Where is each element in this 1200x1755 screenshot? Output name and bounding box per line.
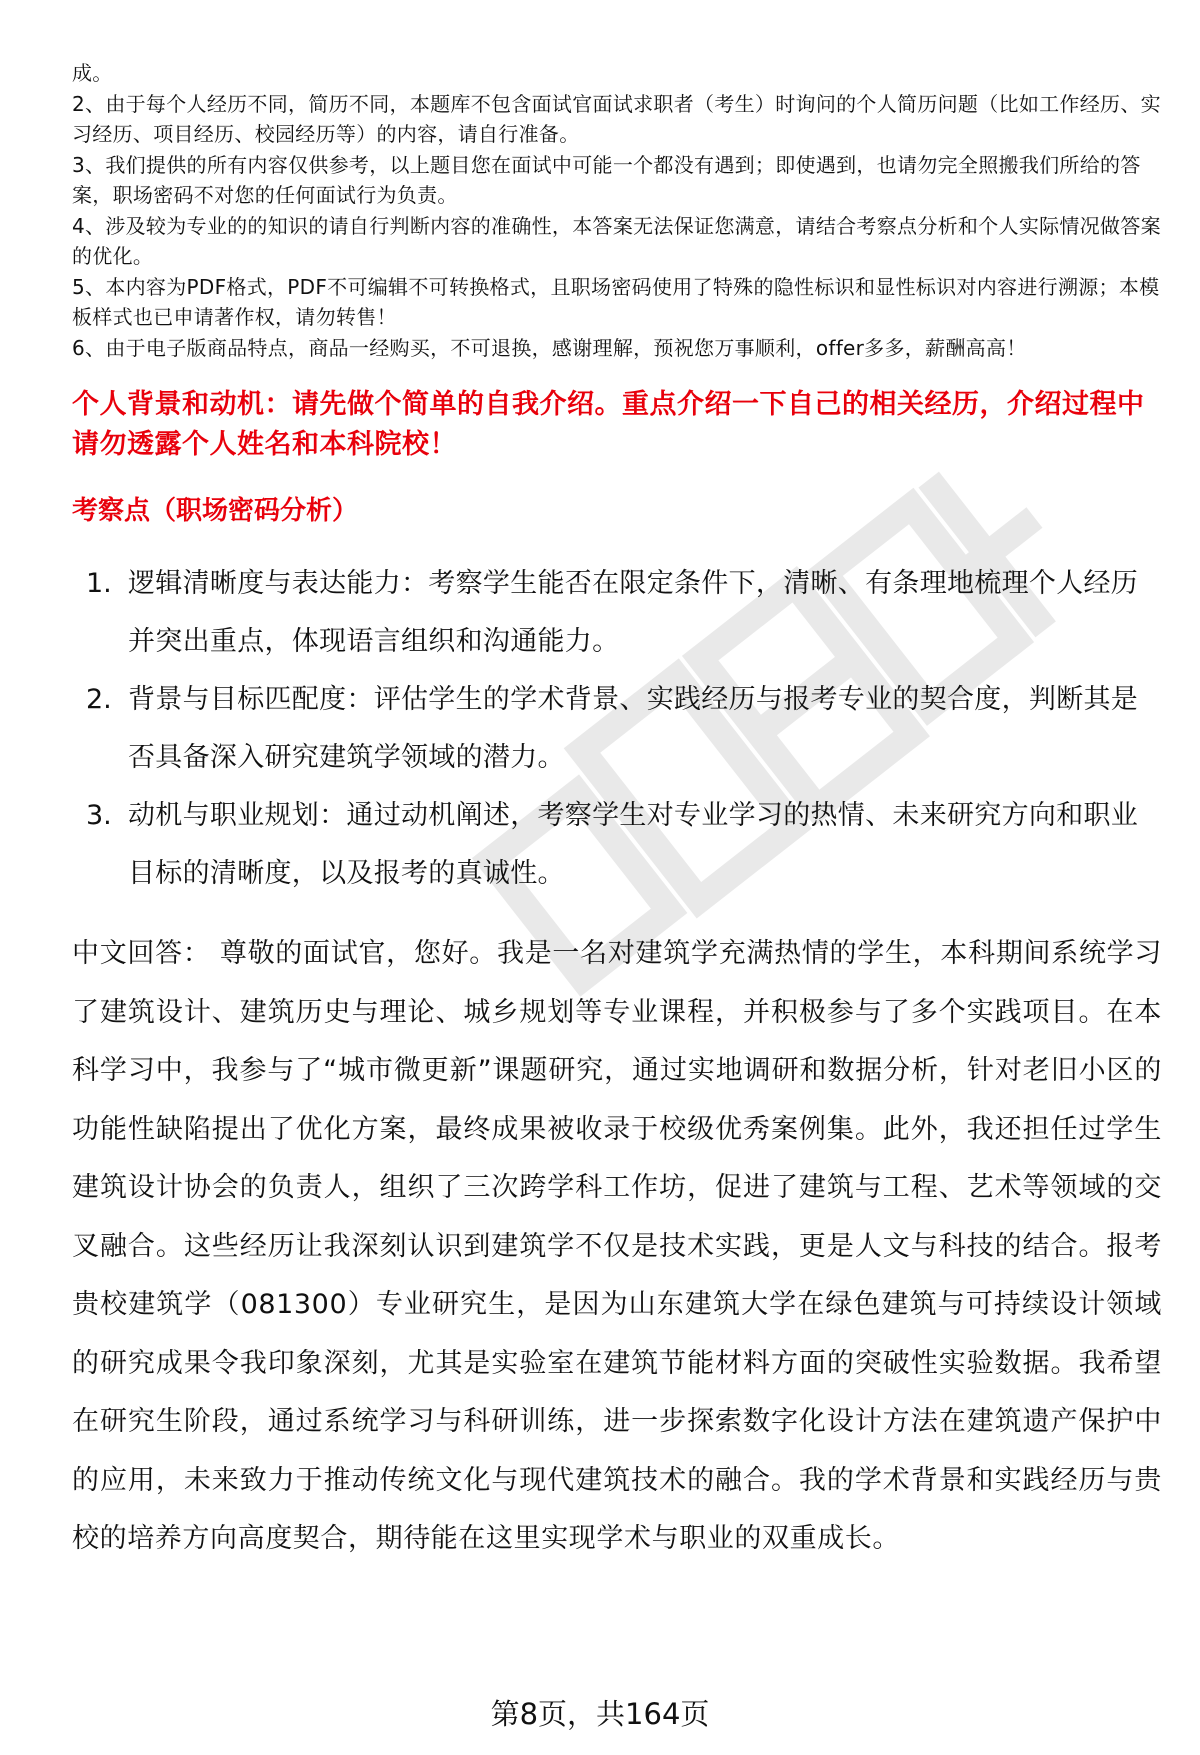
note-item: 6、由于电子版商品特点，商品一经购买，不可退换，感谢理解，预祝您万事顺利，offer多多，薪酬高高！ — [72, 335, 1027, 360]
analysis-point — [72, 555, 1162, 671]
analysis-title: 考察点（职场密码分析） — [72, 496, 359, 526]
note-item: 5、本内容为PDF格式，PDF不可编辑不可转换格式，且职场密码使用了特殊的隐性标识和显性标识对内容进行溯源；本模板样式也已申请著作权，请勿转售！ — [72, 274, 1160, 329]
analysis-point — [72, 787, 1162, 903]
point-number: 3. — [86, 800, 112, 831]
note-item: 3、我们提供的所有内容仅供参考，以上题目您在面试中可能一个都没有遇到；即使遇到，也请勿完全照搬我们所给的答案，职场密码不对您的任何面试行为负责。 — [72, 152, 1141, 207]
answer-paragraph: 中文回答： 尊敬的面试官，您好。我是一名对建筑学充满热情的学生，本科期间系统学习了建筑设计、建筑历史与理论、城乡规划等专业课程，并积极参与了多个实践项目。在本科学习中，我参与了“城市微更新”课题研究，通过实地调研和数据分析，针对老旧小区的功能性缺陷提出了优化方案，最终成果被收录于校级优秀案例集。此外，我还担任过学生建筑设计协会的负责人，组织了三次跨学科工作坊，促进了建筑与工程、艺术等领域的交叉融合。这些经历让我深刻认识到建筑学不仅是技术实践，更是人文与科技的结合。报考贵校建筑学（081300）专业研究生，是因为山东建筑大学在绿色建筑与可持续设计领域的研究成果令我印象深刻，尤其是实验室在建筑节能材料方面的突破性实验数据。我希望在研究生阶段，通过系统学习与科研训练，进一步探索数字化设计方法在建筑遗产保护中的应用，未来致力于推动传统文化与现代建筑技术的融合。我的学术背景和实践经历与贵校的培养方向高度契合，期待能在这里实现学术与职业的双重成长。 — [72, 938, 1162, 1554]
note-item: 4、涉及较为专业的的知识的请自行判断内容的准确性，本答案无法保证您满意，请结合考察点分析和个人实际情况做答案的优化。 — [72, 213, 1161, 268]
note-item: 2、由于每个人经历不同，简历不同，本题库不包含面试官面试求职者（考生）时询问的个人简历问题（比如工作经历、实习经历、项目经历、校园经历等）的内容，请自行准备。 — [72, 91, 1161, 146]
analysis-points — [72, 555, 1162, 903]
point-text: 逻辑清晰度与表达能力：考察学生能否在限定条件下，清晰、有条理地梳理个人经历并突出重点，体现语言组织和沟通能力。 — [128, 568, 1139, 657]
page-number-footer: 第8页，共164页 — [490, 1697, 710, 1731]
point-number: 1. — [86, 568, 112, 599]
point-text: 动机与职业规划：通过动机阐述，考察学生对专业学习的热情、未来研究方向和职业目标的清晰度，以及报考的真诚性。 — [128, 800, 1139, 889]
note-item: 成。 — [72, 61, 113, 85]
analysis-point — [72, 671, 1162, 787]
point-text: 背景与目标匹配度：评估学生的学术背景、实践经历与报考专业的契合度，判断其是否具备深入研究建筑学领域的潜力。 — [128, 684, 1139, 773]
point-number: 2. — [86, 684, 112, 715]
page-content — [72, 58, 1162, 1569]
interview-question: 个人背景和动机：请先做个简单的自我介绍。重点介绍一下自己的相关经历，介绍过程中请勿透露个人姓名和本科院校！ — [72, 389, 1145, 460]
disclaimer-notes — [72, 58, 1162, 363]
